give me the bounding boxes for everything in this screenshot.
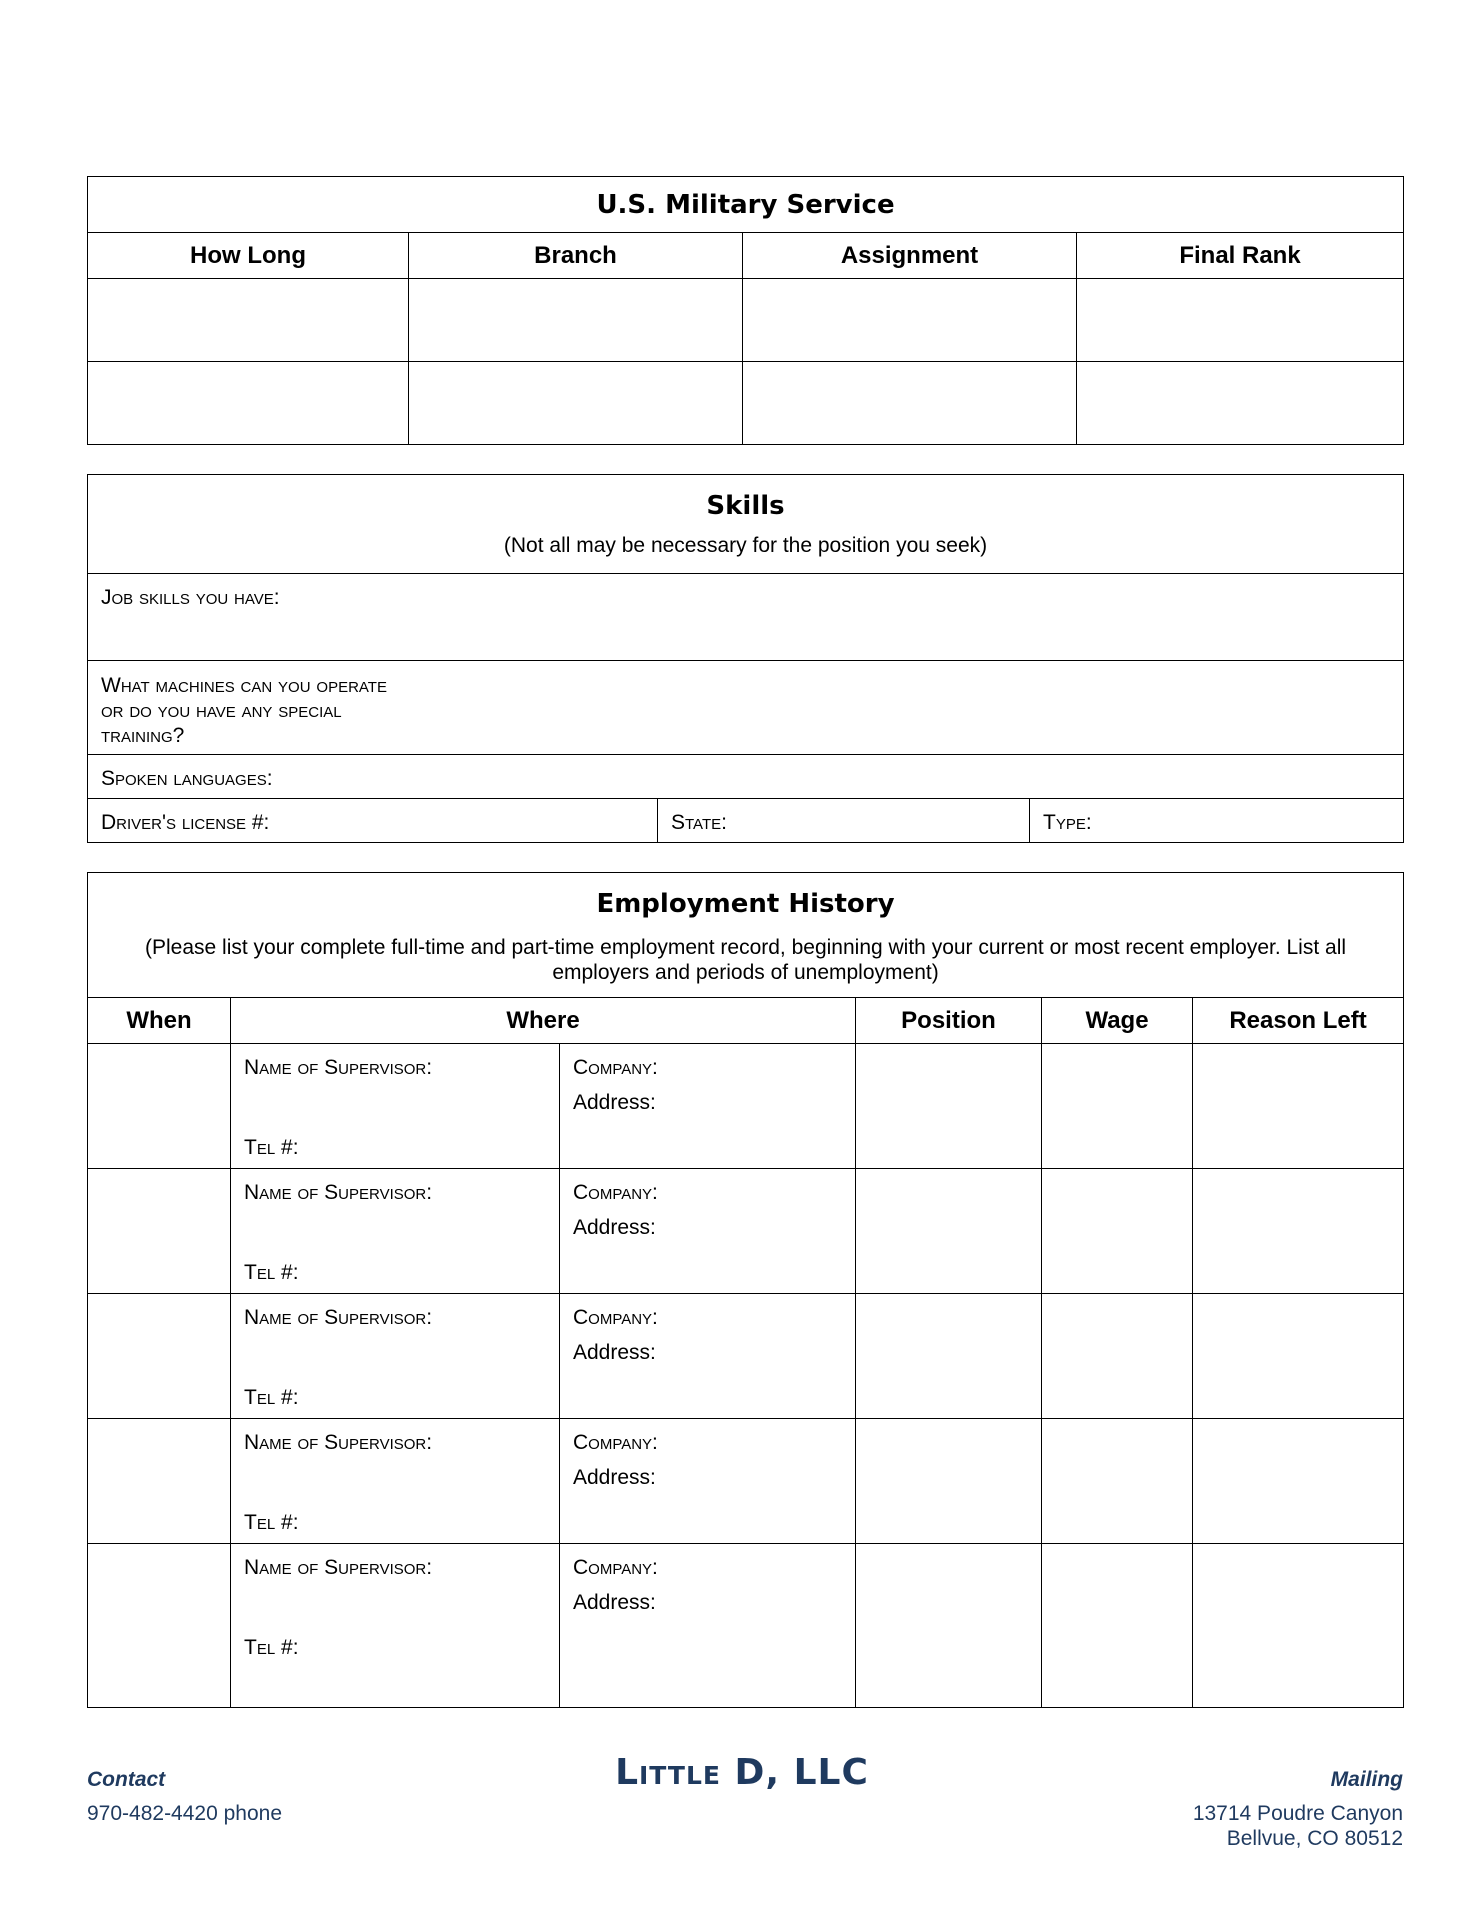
- company-cell[interactable]: [560, 1044, 856, 1169]
- supervisor-label: Name of Supervisor:: [244, 1431, 433, 1454]
- employment-reason-cell[interactable]: [1193, 1544, 1404, 1708]
- col-position: Position: [856, 998, 1042, 1044]
- employment-subtitle-line2: employers and periods of unemployment): [552, 961, 939, 984]
- languages-field[interactable]: [88, 755, 1404, 799]
- machines-label-line1: What machines can you operate: [101, 674, 387, 697]
- employment-wage-cell[interactable]: [1042, 1419, 1193, 1544]
- col-final-rank: Final Rank: [1077, 233, 1404, 279]
- employment-when-cell[interactable]: [88, 1169, 231, 1294]
- license-field[interactable]: [88, 799, 658, 843]
- tel-label: Tel #:: [244, 1511, 299, 1534]
- address-label: Address:: [573, 1341, 656, 1364]
- supervisor-label: Name of Supervisor:: [244, 1181, 433, 1204]
- company-logo: Little D, LLC: [615, 1752, 869, 1793]
- military-cell-how-long[interactable]: [88, 362, 409, 445]
- employment-wage-cell[interactable]: [1042, 1044, 1193, 1169]
- job-skills-label: Job skills you have:: [101, 586, 280, 609]
- mailing-address-line2: Bellvue, CO 80512: [1226, 1827, 1403, 1850]
- supervisor-label: Name of Supervisor:: [244, 1556, 433, 1579]
- tel-label: Tel #:: [244, 1386, 299, 1409]
- contact-heading: Contact: [87, 1768, 166, 1791]
- employment-reason-cell[interactable]: [1193, 1169, 1404, 1294]
- military-cell-final-rank[interactable]: [1077, 279, 1404, 362]
- employment-position-cell[interactable]: [856, 1419, 1042, 1544]
- military-cell-assignment[interactable]: [743, 362, 1077, 445]
- skills-subtitle: (Not all may be necessary for the position you seek): [503, 534, 988, 557]
- address-label: Address:: [573, 1591, 656, 1614]
- job-skills-field[interactable]: [88, 574, 1404, 661]
- contact-phone: 970-482-4420 phone: [87, 1802, 283, 1825]
- employment-position-cell[interactable]: [856, 1544, 1042, 1708]
- type-label: Type:: [1043, 811, 1092, 834]
- employment-when-cell[interactable]: [88, 1544, 231, 1708]
- company-cell[interactable]: [560, 1169, 856, 1294]
- employment-position-cell[interactable]: [856, 1044, 1042, 1169]
- skills-header: [88, 475, 1404, 574]
- type-field[interactable]: [1030, 799, 1404, 843]
- company-cell[interactable]: [560, 1294, 856, 1419]
- employment-when-cell[interactable]: [88, 1419, 231, 1544]
- military-title: U.S. Military Service: [596, 189, 895, 220]
- supervisor-cell[interactable]: [231, 1044, 560, 1169]
- employment-row: [88, 1044, 1404, 1169]
- company-cell[interactable]: [560, 1419, 856, 1544]
- military-cell-branch[interactable]: [409, 279, 743, 362]
- employment-wage-cell[interactable]: [1042, 1169, 1193, 1294]
- supervisor-cell[interactable]: [231, 1169, 560, 1294]
- machines-label-line3: training?: [101, 724, 185, 747]
- employment-when-cell[interactable]: [88, 1294, 231, 1419]
- employment-title: Employment History: [596, 889, 895, 919]
- col-where: Where: [231, 998, 856, 1044]
- employment-row: [88, 1294, 1404, 1419]
- languages-label: Spoken languages:: [101, 767, 273, 790]
- military-cell-branch[interactable]: [409, 362, 743, 445]
- supervisor-cell[interactable]: [231, 1419, 560, 1544]
- state-field[interactable]: [658, 799, 1030, 843]
- supervisor-label: Name of Supervisor:: [244, 1056, 433, 1079]
- employment-subtitle-line1: (Please list your complete full-time and part-time employment record, beginning with your current or most recent employer. List all: [145, 936, 1347, 959]
- employment-row: [88, 1169, 1404, 1294]
- employment-row: [88, 1544, 1404, 1708]
- address-label: Address:: [573, 1466, 656, 1489]
- machines-field[interactable]: [88, 661, 1404, 755]
- employment-reason-cell[interactable]: [1193, 1419, 1404, 1544]
- military-header: [88, 177, 1404, 233]
- company-label: Company:: [573, 1181, 658, 1204]
- col-assignment: Assignment: [743, 233, 1077, 279]
- company-cell[interactable]: [560, 1544, 856, 1708]
- employment-history-table: [87, 872, 1404, 1708]
- col-reason-left: Reason Left: [1193, 998, 1404, 1044]
- military-cell-how-long[interactable]: [88, 279, 409, 362]
- col-when: When: [88, 998, 231, 1044]
- machines-label-line2: or do you have any special: [101, 699, 342, 722]
- company-label: Company:: [573, 1556, 658, 1579]
- col-how-long: How Long: [88, 233, 409, 279]
- employment-wage-cell[interactable]: [1042, 1294, 1193, 1419]
- col-wage: Wage: [1042, 998, 1193, 1044]
- tel-label: Tel #:: [244, 1261, 299, 1284]
- employment-wage-cell[interactable]: [1042, 1544, 1193, 1708]
- tel-label: Tel #:: [244, 1136, 299, 1159]
- mailing-heading: Mailing: [1330, 1768, 1403, 1791]
- company-label: Company:: [573, 1056, 658, 1079]
- supervisor-cell[interactable]: [231, 1544, 560, 1708]
- employment-row: [88, 1419, 1404, 1544]
- mailing-address-line1: 13714 Poudre Canyon: [1192, 1802, 1403, 1825]
- address-label: Address:: [573, 1216, 656, 1239]
- supervisor-cell[interactable]: [231, 1294, 560, 1419]
- company-label: Company:: [573, 1306, 658, 1329]
- footer-mailing: [1193, 1768, 1403, 1851]
- military-cell-assignment[interactable]: [743, 279, 1077, 362]
- employment-reason-cell[interactable]: [1193, 1044, 1404, 1169]
- military-service-table: [87, 176, 1404, 445]
- employment-when-cell[interactable]: [88, 1044, 231, 1169]
- supervisor-label: Name of Supervisor:: [244, 1306, 433, 1329]
- skills-table: [87, 474, 1404, 843]
- license-label: Driver's license #:: [101, 811, 270, 834]
- employment-position-cell[interactable]: [856, 1169, 1042, 1294]
- col-branch: Branch: [409, 233, 743, 279]
- tel-label: Tel #:: [244, 1636, 299, 1659]
- state-label: State:: [671, 811, 727, 834]
- employment-position-cell[interactable]: [856, 1294, 1042, 1419]
- company-label: Company:: [573, 1431, 658, 1454]
- employment-header: [88, 873, 1404, 998]
- military-cell-final-rank[interactable]: [1077, 362, 1404, 445]
- address-label: Address:: [573, 1091, 656, 1114]
- employment-reason-cell[interactable]: [1193, 1294, 1404, 1419]
- skills-title: Skills: [706, 491, 785, 521]
